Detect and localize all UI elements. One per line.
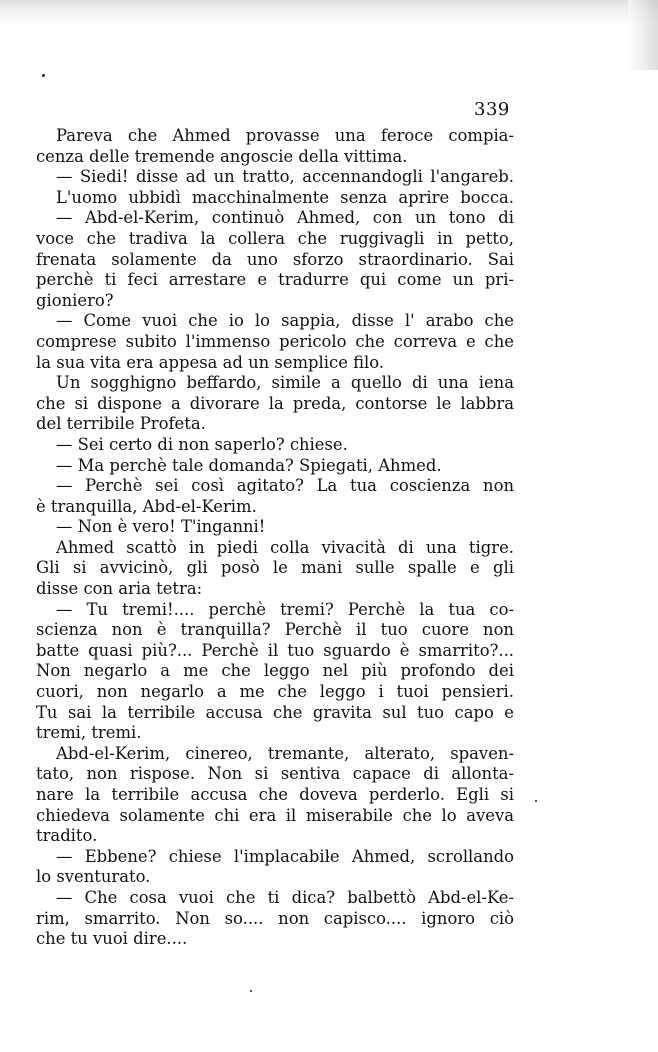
- text-line: lo sventurato.: [36, 867, 151, 887]
- text-line: — Abd-el-Kerim, continuò Ahmed, con un tono di: [56, 208, 514, 228]
- text-line: gioniero?: [36, 290, 114, 310]
- page-number: 339: [474, 99, 510, 120]
- text-line: nare la terribile accusa che doveva perderlo. Egli si: [36, 785, 514, 804]
- text-line: la sua vita era appesa ad un semplice filo.: [36, 352, 385, 372]
- text-line: chiedeva solamente chi era il miserabile che lo aveva: [36, 805, 514, 825]
- text-line: tradito.: [36, 826, 98, 846]
- text-line: tremi, tremi.: [36, 723, 142, 743]
- text-line: Ahmed scattò in piedi colla vivacità di una tigre.: [56, 537, 514, 557]
- text-line: Tu sai la terribile accusa che gravita sul tuo capo e: [36, 702, 514, 722]
- text-line: — Ma perchè tale domanda? Spiegati, Ahmed.: [56, 455, 442, 475]
- text-line: perchè ti feci arrestare e tradurre qui come un pri-: [36, 270, 514, 290]
- text-line: — Perchè sei così agitato? La tua coscienza non: [56, 476, 514, 496]
- text-line: — Come vuoi che io lo sappia, disse l' arabo che: [56, 311, 514, 331]
- text-line: — Ebbene? chiese l'implacabile Ahmed, scrollando: [56, 846, 514, 866]
- text-line: Gli si avvicinò, gli posò le mani sulle spalle e gli: [36, 558, 514, 578]
- text-line: Pareva che Ahmed provasse una feroce compia-: [56, 126, 514, 145]
- text-line: cuori, non negarlo a me che leggo i tuoi pensieri.: [36, 682, 514, 702]
- text-line: rim, smarrito. Non so.... non capisco.... ignoro ciò: [36, 908, 514, 928]
- scan-shadow-top: [0, 0, 658, 26]
- text-line: — Che cosa vuoi che ti dica? balbettò Abd-el-Ke-: [56, 887, 514, 907]
- text-line: del terribile Profeta.: [36, 414, 206, 434]
- text-line: che tu vuoi dire....: [36, 929, 188, 949]
- text-line: L'uomo ubbidì macchinalmente senza aprire bocca.: [56, 187, 514, 207]
- text-line: Non negarlo a me che leggo nel più profondo dei: [36, 661, 514, 681]
- paper-speck: [250, 990, 252, 992]
- text-line: comprese subito l'immenso pericolo che correva e che: [36, 331, 514, 351]
- text-line: Abd-el-Kerim, cinereo, tremante, alterato, spaven-: [56, 743, 514, 763]
- text-line: — Non è vero! T'inganni!: [56, 517, 266, 537]
- text-line: batte quasi più?... Perchè il tuo sguardo è smarrito?...: [36, 640, 514, 660]
- paper-speck: [535, 800, 537, 802]
- paper-speck: [42, 74, 45, 77]
- text-line: voce che tradiva la collera che ruggivagli in petto,: [36, 228, 514, 248]
- text-line: frenata solamente da uno sforzo straordinario. Sai: [36, 249, 514, 269]
- text-line: Un sogghigno beffardo, simile a quello di una iena: [56, 373, 514, 393]
- page-body-text: [36, 126, 514, 950]
- text-line: — Siedi! disse ad un tratto, accennandogli l'angareb.: [56, 167, 514, 187]
- text-line: è tranquilla, Abd-el-Kerim.: [36, 496, 257, 516]
- text-line: che si dispone a divorare la preda, contorse le labbra: [36, 393, 514, 413]
- text-line: disse con aria tetra:: [36, 579, 203, 599]
- text-line: scienza non è tranquilla? Perchè il tuo cuore non: [36, 620, 514, 640]
- text-line: — Tu tremi!.... perchè tremi? Perchè la tua co-: [56, 599, 514, 619]
- text-line: — Sei certo di non saperlo? chiese.: [56, 434, 348, 454]
- text-line: tato, non rispose. Non si sentiva capace di allonta-: [36, 764, 514, 784]
- text-line: cenza delle tremende angoscie della vittima.: [36, 146, 408, 166]
- scan-shadow-right: [628, 0, 658, 70]
